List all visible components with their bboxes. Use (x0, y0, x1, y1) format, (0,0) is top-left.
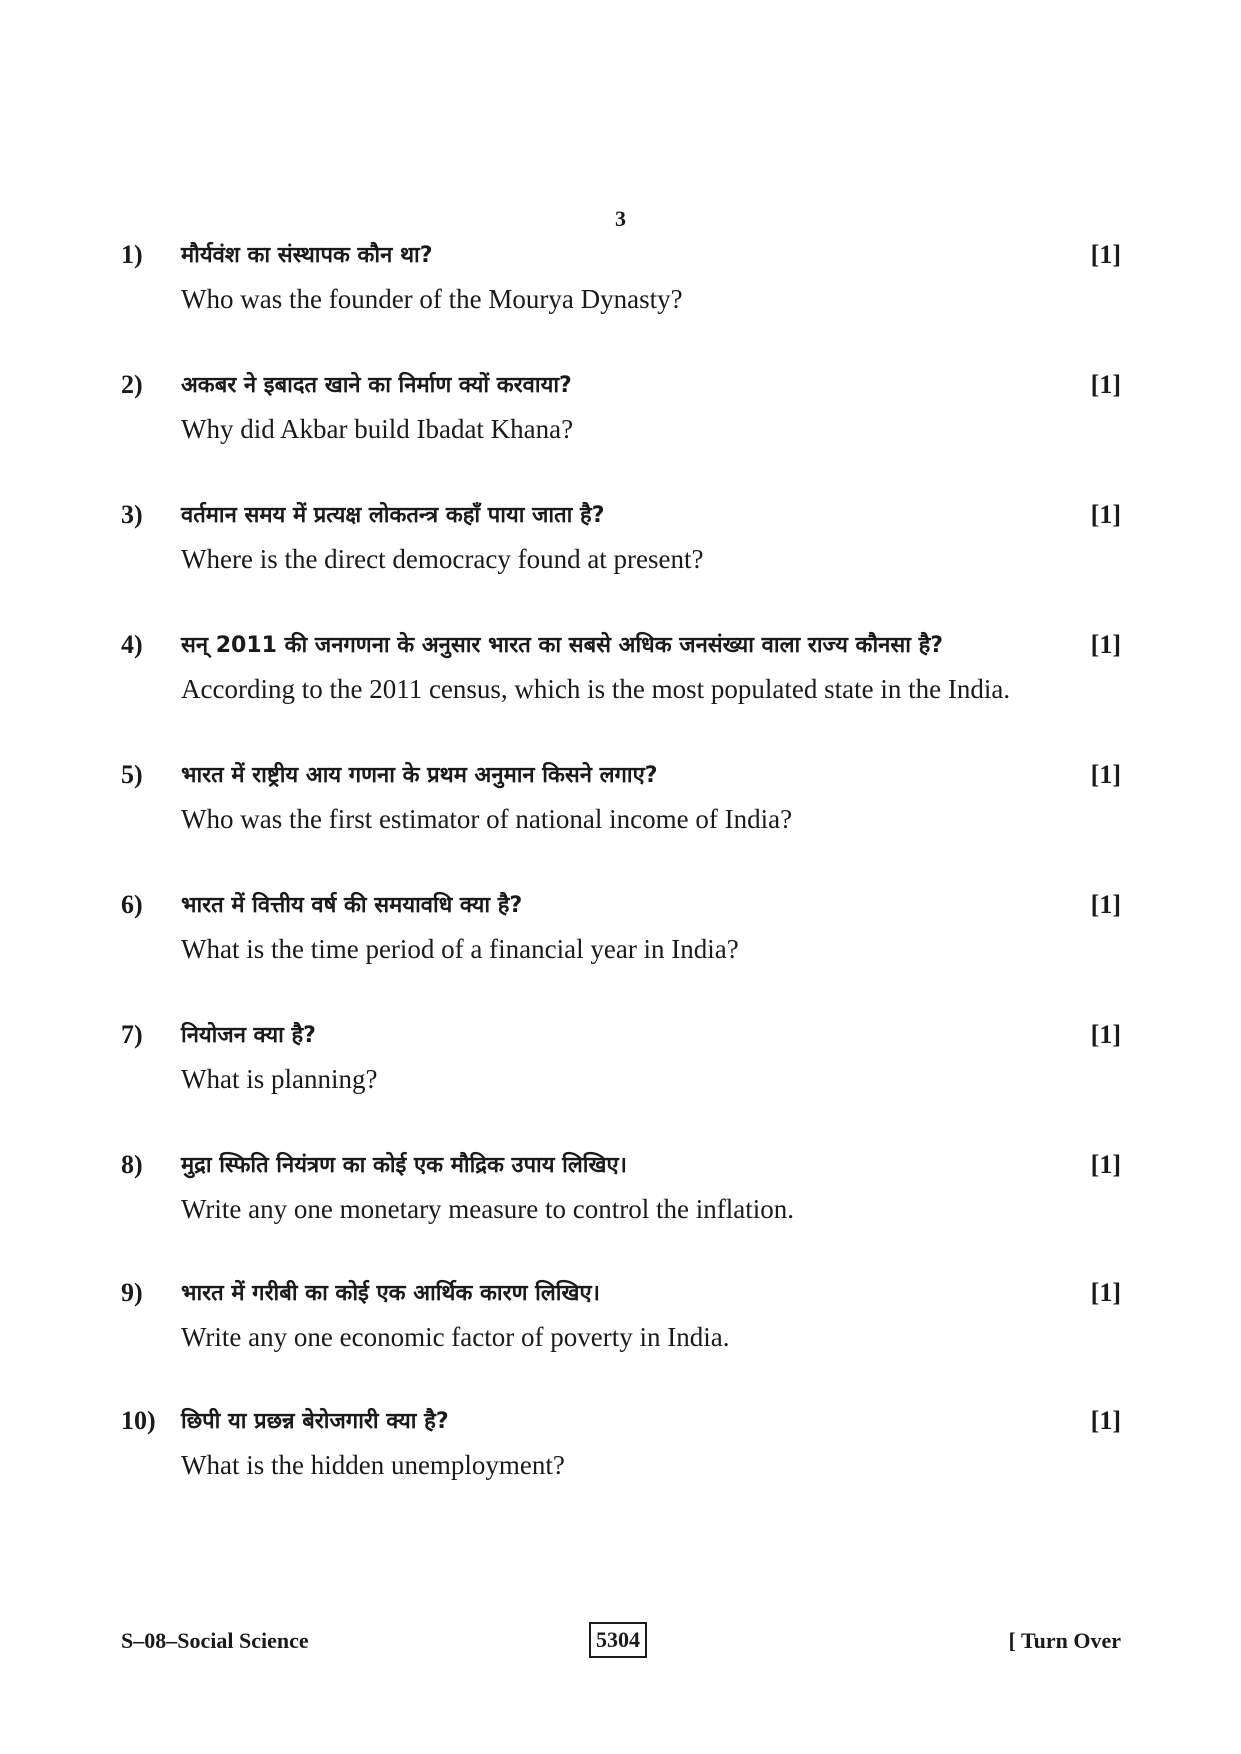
question-text-english: Who was the first estimator of national income of India? (181, 804, 793, 834)
question-3 (121, 498, 1121, 578)
question-text-english: Write any one monetary measure to control the inflation. (181, 1194, 794, 1224)
question-text-english: What is planning? (181, 1064, 378, 1094)
question-marks: [1] (1090, 630, 1121, 659)
question-text-english: According to the 2011 census, which is the most populated state in the India. (181, 674, 1011, 704)
question-number: 9) (121, 1278, 143, 1307)
question-marks: [1] (1090, 1150, 1121, 1179)
footer-turn-over: [ Turn Over (1008, 1628, 1121, 1653)
question-10 (121, 1404, 1121, 1484)
question-number: 7) (121, 1020, 143, 1049)
question-number: 8) (121, 1150, 143, 1179)
question-text-english: Why did Akbar build Ibadat Khana? (181, 414, 574, 444)
question-text-english: Where is the direct democracy found at present? (181, 544, 704, 574)
question-text-hindi: मुद्रा स्फिति नियंत्रण का कोई एक मौद्रिक उपाय लिखिए। (181, 1153, 627, 1178)
question-number: 5) (121, 760, 143, 789)
footer-subject: S–08–Social Science (121, 1628, 309, 1653)
question-text-hindi: भारत में वित्तीय वर्ष की समयावधि क्या है? (181, 893, 523, 918)
question-marks: [1] (1090, 1278, 1121, 1307)
question-marks: [1] (1090, 500, 1121, 529)
question-marks: [1] (1090, 760, 1121, 789)
footer-paper-code: 5304 (589, 1622, 647, 1658)
question-number: 2) (121, 370, 143, 399)
question-text-english: What is the hidden unemployment? (181, 1450, 565, 1480)
question-number: 6) (121, 890, 143, 919)
question-text-english: Who was the founder of the Mourya Dynasty? (181, 284, 683, 314)
question-text-hindi: भारत में गरीबी का कोई एक आर्थिक कारण लिखिए। (181, 1281, 600, 1306)
question-marks: [1] (1090, 370, 1121, 399)
question-marks: [1] (1090, 890, 1121, 919)
question-text-hindi: भारत में राष्ट्रीय आय गणना के प्रथम अनुमान किसने लगाए? (181, 763, 658, 788)
question-7 (121, 1018, 1121, 1098)
question-number: 3) (121, 500, 143, 529)
question-number: 10) (121, 1406, 156, 1435)
question-marks: [1] (1090, 1020, 1121, 1049)
question-6 (121, 888, 1121, 968)
question-text-hindi: वर्तमान समय में प्रत्यक्ष लोकतन्त्र कहाँ पाया जाता है? (181, 503, 605, 528)
question-8 (121, 1148, 1121, 1228)
page-footer (121, 1622, 1121, 1662)
question-text-hindi: नियोजन क्या है? (181, 1023, 316, 1048)
question-text-hindi: छिपी या प्रछन्न बेरोजगारी क्या है? (181, 1409, 449, 1434)
question-2 (121, 368, 1121, 448)
question-text-english: What is the time period of a financial year in India? (181, 934, 739, 964)
question-9 (121, 1276, 1121, 1356)
question-marks: [1] (1090, 240, 1121, 269)
question-text-hindi: अकबर ने इबादत खाने का निर्माण क्यों करवाया? (181, 373, 572, 398)
question-marks: [1] (1090, 1406, 1121, 1435)
page-number: 3 (615, 206, 626, 231)
question-text-hindi: सन् 2011 की जनगणना के अनुसार भारत का सबसे अधिक जनसंख्या वाला राज्य कौनसा है? (181, 633, 944, 658)
question-text-hindi: मौर्यवंश का संस्थापक कौन था? (181, 243, 433, 268)
question-5 (121, 758, 1121, 838)
question-text-english: Write any one economic factor of poverty in India. (181, 1322, 730, 1352)
question-number: 4) (121, 630, 143, 659)
question-1 (121, 238, 1121, 318)
question-number: 1) (121, 240, 143, 269)
question-4 (121, 628, 1121, 708)
